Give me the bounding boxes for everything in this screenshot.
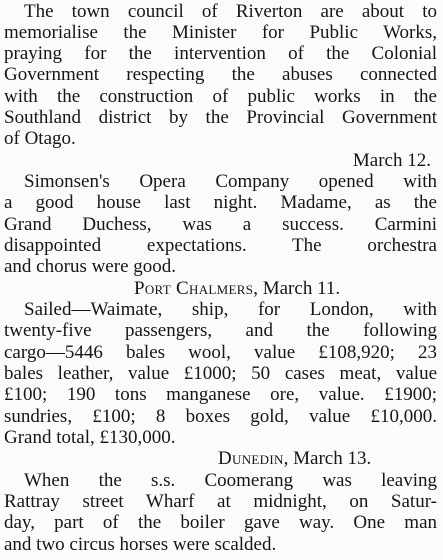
dateline-port-chalmers xyxy=(134,278,437,300)
article-line: Sailed—Waimate, ship, for London, with xyxy=(24,299,437,320)
article-line: Southland district by the Provincial Government xyxy=(4,107,437,128)
article-line: bales leather, value £1000; 50 cases meat, value xyxy=(4,363,437,384)
article-line: sundries, £100; 8 boxes gold, value £10,000. xyxy=(4,406,437,427)
article-line: twenty-five passengers, and the following xyxy=(4,320,437,341)
article-line: with the construction of public works in the xyxy=(4,86,437,107)
article-line: praying for the intervention of the Colonial xyxy=(4,43,437,64)
article-line: memorialise the Minister for Public Works, xyxy=(4,22,437,43)
article-line: When the s.s. Coomerang was leaving xyxy=(24,470,437,491)
article-line: disappointed expectations. The orchestra xyxy=(4,235,437,256)
dateline-dunedin xyxy=(218,448,437,470)
article-line: a good house last night. Madame, as the xyxy=(4,192,437,213)
article-line: Government respecting the abuses connected xyxy=(4,64,437,85)
article-line: of Otago. xyxy=(4,128,76,149)
article-line: cargo—5446 bales wool, value £108,920; 23 xyxy=(4,342,437,363)
article-line: Grand Duchess, was a success. Carmini xyxy=(4,214,437,235)
article-line: Grand total, £130,000. xyxy=(4,427,176,448)
dateline-march-12: March 12. xyxy=(352,150,431,171)
article-line: and chorus were good. xyxy=(4,256,177,277)
dateline-date: , March 13. xyxy=(283,448,372,469)
dateline-place: Dunedin xyxy=(218,448,284,469)
article-line: Rattray street Wharf at midnight, on Satur- xyxy=(4,491,437,512)
article-line: £100; 190 tons manganese ore, value. £1900; xyxy=(4,384,437,405)
dateline-place: Port Chalmers xyxy=(134,278,254,299)
dateline-date: , March 11. xyxy=(253,278,341,299)
article-line: Simonsen's Opera Company opened with xyxy=(24,171,437,192)
article-line: and two circus horses were scalded. xyxy=(4,534,277,555)
article-line: The town council of Riverton are about to xyxy=(24,1,437,22)
article-line: day, part of the boiler gave way. One man xyxy=(4,512,437,533)
